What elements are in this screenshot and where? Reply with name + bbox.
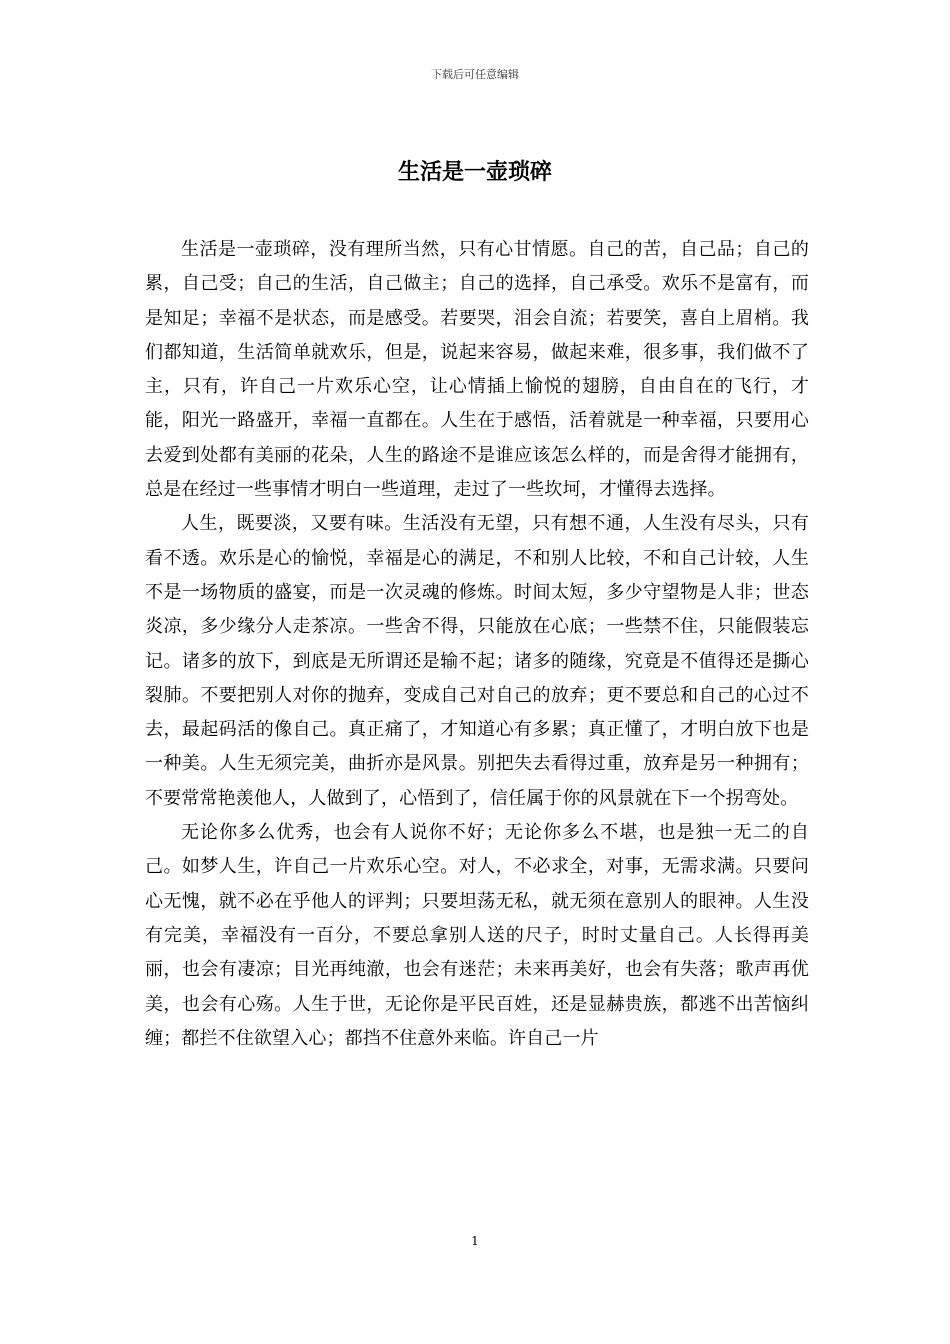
- page-header: 下载后可任意编辑: [431, 68, 519, 81]
- paragraph: 人生，既要淡，又要有味。生活没有无望，只有想不通，人生没有尽头，只有看不透。欢乐是心的愉悦，幸福是心的满足，不和别人比较，不和自己计较，人生不是一场物质的盛宴，而是一次灵魂的修炼。时间太短，多少守望物是人非；世态炎凉，多少缘分人走茶凉。一些舍不得，只能放在心底；一些禁不住，只能假装忘记。诸多的放下，到底是无所谓还是输不起；诸多的随缘，究竟是不值得还是撕心裂肺。不要把别人对你的抛弃，变成自己对自己的放弃；更不要总和自己的心过不去，最起码活的像自己。真正痛了，才知道心有多累；真正懂了，才明白放下也是一种美。人生无须完美，曲折亦是风景。别把失去看得过重，放弃是另一种拥有；不要常常艳羡他人，人做到了，心悟到了，信任属于你的风景就在下一个拐弯处。: [145, 513, 809, 809]
- document-body: [145, 233, 809, 1056]
- paragraph: 无论你多么优秀，也会有人说你不好；无论你多么不堪，也是独一无二的自己。如梦人生，许自己一片欢乐心空。对人，不必求全，对事，无需求满。只要问心无愧，就不必在乎他人的评判；只要坦荡无私，就无须在意别人的眼神。人生没有完美，幸福没有一百分，不要总拿别人送的尺子，时时丈量自己。人长得再美丽，也会有凄凉；目光再纯澈，也会有迷茫；未来再美好，也会有失落；歌声再优美，也会有心殇。人生于世，无论你是平民百姓，还是显赫贵族，都逃不出苦恼纠缠；都拦不住欲望入心；都挡不住意外来临。许自己一片: [145, 822, 809, 1049]
- page-number: 1: [471, 1234, 479, 1248]
- document-title: 生活是一壶琐碎: [397, 159, 552, 185]
- paragraph: 生活是一壶琐碎，没有理所当然，只有心甘情愿。自己的苦，自己品；自己的累，自己受；自己的生活，自己做主；自己的选择，自己承受。欢乐不是富有，而是知足；幸福不是状态，而是感受。若要哭，泪会自流；若要笑，喜自上眉梢。我们都知道，生活简单就欢乐，但是，说起来容易，做起来难，很多事，我们做不了主，只有，许自己一片欢乐心空，让心情插上愉悦的翅膀，自由自在的飞行，才能，阳光一路盛开，幸福一直都在。人生在于感悟，活着就是一种幸福，只要用心去爱到处都有美丽的花朵，人生的路途不是谁应该怎么样的，而是舍得才能拥有，总是在经过一些事情才明白一些道理，走过了一些坎坷，才懂得去选择。: [145, 239, 809, 501]
